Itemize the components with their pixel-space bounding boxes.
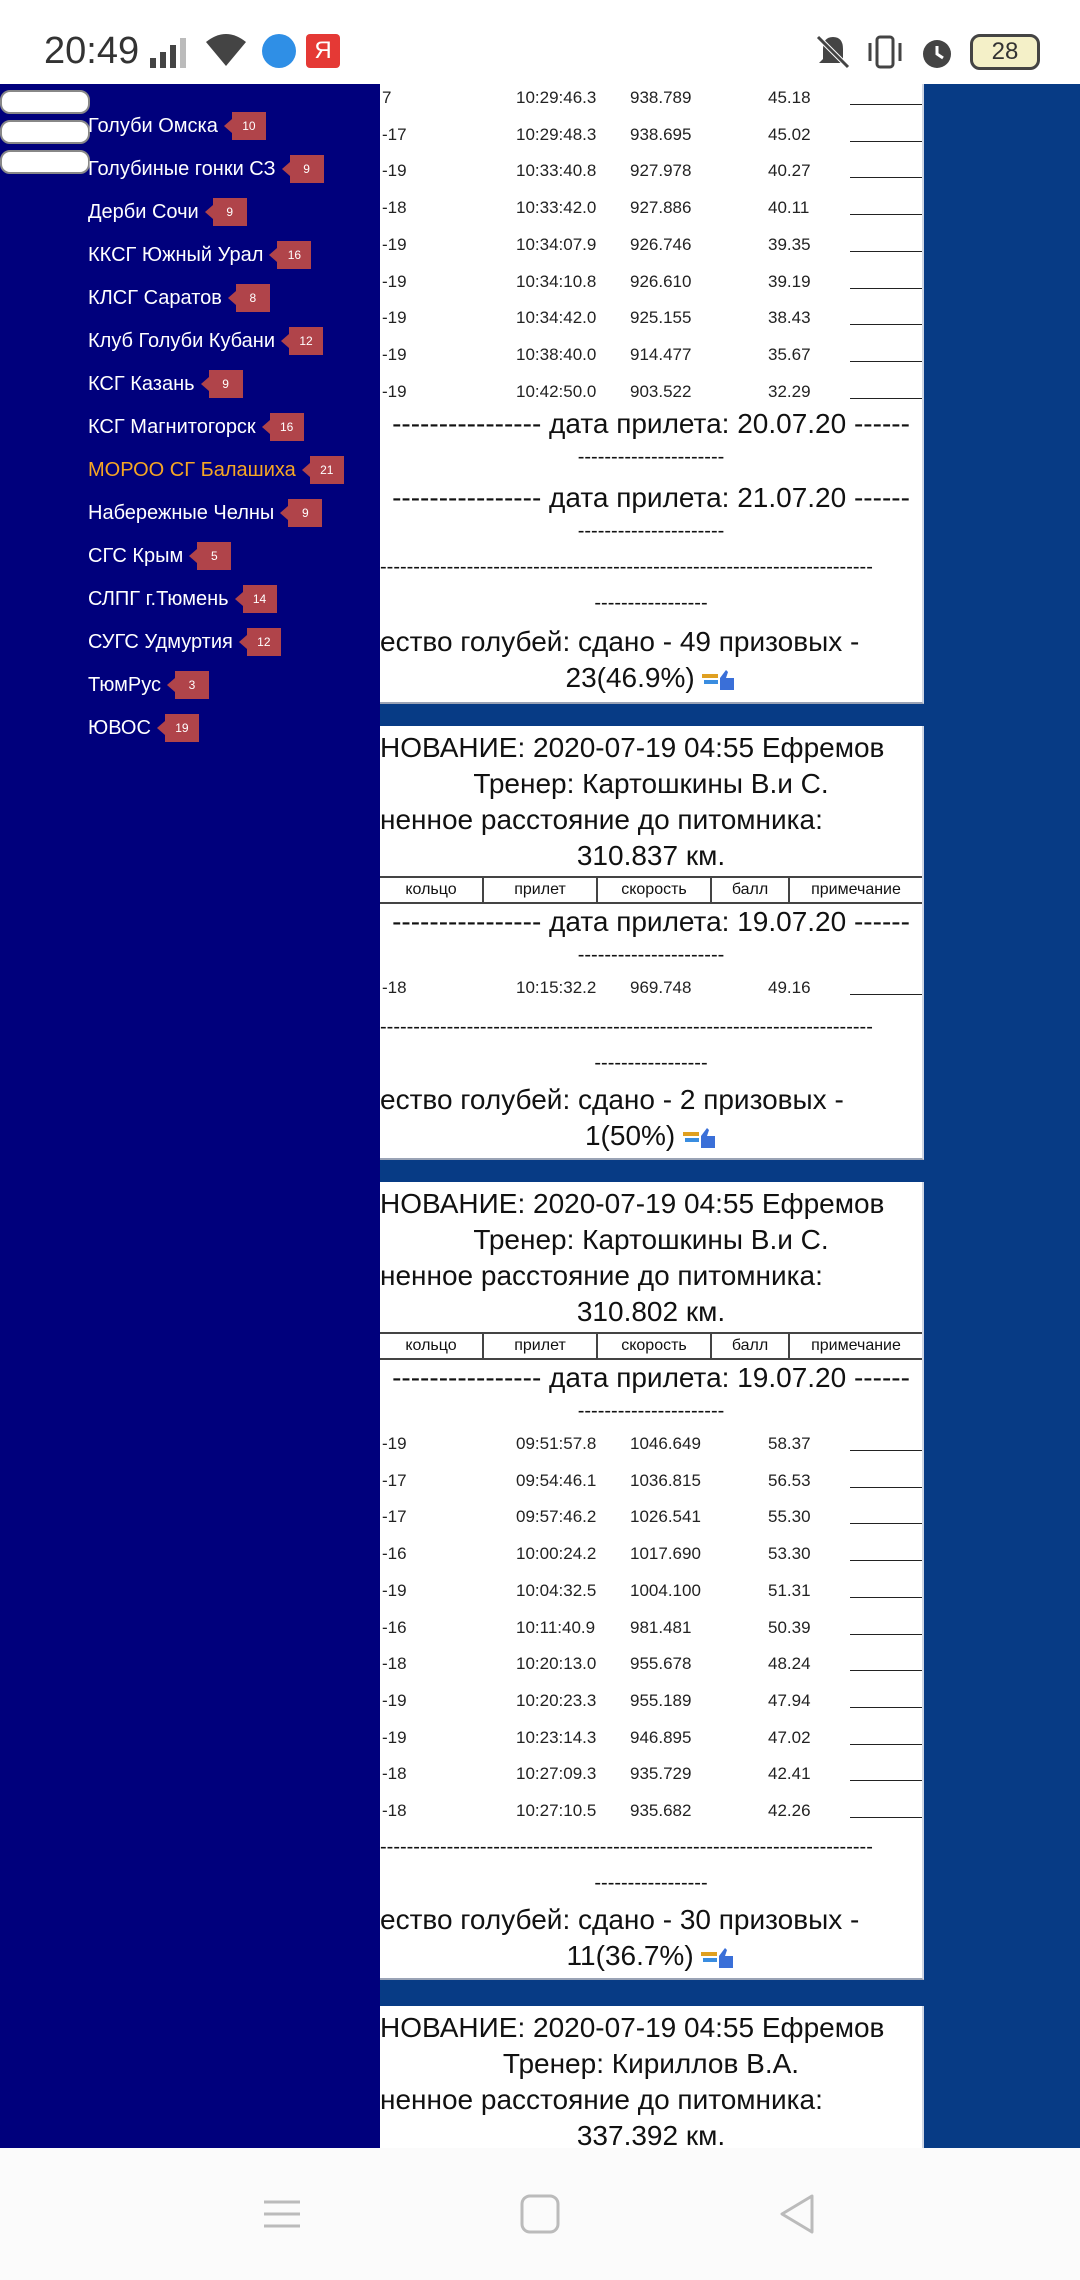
ring-number: -18	[382, 978, 407, 997]
count-badge: 16	[277, 241, 311, 269]
sidebar-item-label: Клуб Голуби Кубани	[88, 329, 276, 352]
table-row	[380, 1720, 922, 1756]
sidebar-item-label: ЮВОС	[88, 716, 151, 739]
count-badge: 9	[209, 370, 243, 398]
note-blank	[850, 235, 922, 252]
ball-value: 40.11	[768, 198, 810, 218]
ball-value: 39.35	[768, 234, 811, 254]
arrival-time: 10:20:23.3	[516, 1690, 597, 1710]
speed-value: 935.729	[630, 1764, 692, 1784]
count-badge: 5	[197, 542, 231, 570]
dash-line: ----------------------	[577, 1400, 725, 1422]
wifi-icon	[204, 32, 248, 68]
sidebar-menu	[0, 84, 380, 2148]
note-blank	[850, 1801, 922, 1818]
sidebar-item-label: Голуби Омска	[88, 114, 218, 137]
ball-value: 39.19	[768, 271, 811, 291]
header-ball: балл	[712, 878, 790, 902]
ring-number: -18	[382, 198, 407, 218]
header-arrival: прилет	[484, 1334, 598, 1358]
count-badge: 12	[289, 327, 323, 355]
header-arrival: прилет	[484, 878, 598, 902]
speed-value: 914.477	[630, 344, 692, 364]
table-row	[380, 153, 922, 189]
count-badge: 9	[290, 155, 324, 183]
table-row	[380, 1610, 922, 1646]
ball-value: 47.02	[768, 1727, 811, 1747]
arrival-time: 09:57:46.2	[516, 1507, 597, 1527]
speed-value: 925.155	[630, 308, 692, 328]
status-time: 20:49	[44, 30, 140, 72]
sidebar-item[interactable]	[88, 579, 277, 619]
count-badge: 21	[310, 456, 344, 484]
separator-line: --------------------------------------------------------------------------	[380, 1836, 873, 1858]
thumbs-up-icon	[683, 1126, 717, 1150]
count-badge: 16	[270, 413, 304, 441]
ball-value: 56.53	[768, 1470, 811, 1490]
ring-number: -17	[382, 1507, 407, 1527]
sidebar-item[interactable]	[88, 106, 266, 146]
table-row	[380, 1683, 922, 1719]
distance-label: ненное расстояние до питомника:	[380, 804, 823, 835]
sidebar-item-label: Набережные Челны	[88, 501, 275, 524]
sidebar-item-label: Дерби Сочи	[88, 200, 199, 223]
trainer-name: Тренер: Картошкины В.и С.	[473, 1224, 829, 1255]
table-header	[380, 876, 922, 904]
table-row	[380, 1499, 922, 1535]
drag-handle[interactable]	[0, 150, 90, 174]
note-blank	[850, 382, 922, 399]
drag-handle[interactable]	[0, 90, 90, 114]
trainer-name: Тренер: Картошкины В.и С.	[473, 768, 829, 799]
thumbs-up-icon	[701, 1946, 735, 1970]
arrival-time: 10:33:40.8	[516, 161, 597, 181]
count-badge: 14	[243, 585, 277, 613]
header-ring: кольцо	[380, 878, 484, 902]
table-row	[380, 1793, 922, 1829]
separator-line: -----------------	[594, 1052, 708, 1074]
arrival-time: 09:51:57.8	[516, 1434, 597, 1453]
sidebar-item[interactable]	[88, 407, 304, 447]
speed-value: 981.481	[630, 1617, 692, 1637]
dash-line: ----------------------	[577, 520, 725, 542]
table-row	[380, 227, 922, 263]
drag-handle[interactable]	[0, 120, 90, 144]
distance-value: 337.392 км.	[576, 2120, 726, 2148]
arrival-time: 10:27:10.5	[516, 1801, 597, 1820]
arrival-time: 10:29:48.3	[516, 124, 597, 144]
table-row	[380, 1756, 922, 1792]
competition-title: НОВАНИЕ: 2020-07-19 04:55 Ефремов	[380, 2012, 885, 2043]
summary-result	[380, 1940, 922, 1972]
sidebar-item[interactable]	[88, 622, 281, 662]
ring-number: -19	[382, 308, 407, 328]
sidebar-item[interactable]	[88, 149, 324, 189]
speed-value: 938.789	[630, 88, 692, 107]
arrival-time: 10:27:09.3	[516, 1764, 597, 1784]
count-badge: 9	[288, 499, 322, 527]
sidebar-item[interactable]	[88, 493, 322, 533]
note-blank	[850, 308, 922, 325]
summary-result	[380, 1120, 922, 1152]
arrival-time: 10:34:10.8	[516, 271, 597, 291]
speed-value: 955.189	[630, 1690, 692, 1710]
table-row	[380, 1646, 922, 1682]
arrival-date-line: ---------------- дата прилета: 19.07.20 ------	[392, 1362, 910, 1393]
header-speed: скорость	[598, 1334, 712, 1358]
status-bar	[0, 0, 1080, 84]
ring-number: -19	[382, 234, 407, 254]
table-row	[380, 337, 922, 373]
speed-value: 903.522	[630, 381, 692, 401]
note-blank	[850, 1728, 922, 1745]
ball-value: 45.18	[768, 88, 811, 107]
speed-value: 1046.649	[630, 1434, 701, 1453]
thumbs-up-icon	[702, 668, 736, 692]
summary-percent: 1(50%)	[584, 1120, 676, 1151]
speed-value: 926.746	[630, 234, 692, 254]
separator-line: --------------------------------------------------------------------------	[380, 556, 873, 578]
app-icon	[262, 34, 296, 68]
note-blank	[850, 1691, 922, 1708]
ball-value: 53.30	[768, 1544, 811, 1564]
ring-number: -18	[382, 1654, 407, 1674]
summary-text: ество голубей: сдано - 49 призовых -	[380, 626, 860, 657]
separator-line: --------------------------------------------------------------------------	[380, 1016, 873, 1038]
sidebar-item[interactable]	[88, 665, 209, 705]
speed-value: 927.886	[630, 198, 692, 218]
ball-value: 38.43	[768, 308, 811, 328]
mute-icon	[814, 33, 852, 71]
table-row	[380, 1536, 922, 1572]
arrival-time: 10:38:40.0	[516, 344, 597, 364]
table-row	[380, 970, 922, 1006]
table-row	[380, 374, 922, 410]
count-badge: 19	[165, 714, 199, 742]
table-row	[380, 1573, 922, 1609]
table-header	[380, 1332, 922, 1360]
arrival-time: 10:29:46.3	[516, 88, 597, 107]
distance-value: 310.802 км.	[576, 1296, 726, 1327]
note-blank	[850, 1654, 922, 1671]
ring-number: -19	[382, 1580, 407, 1600]
speed-value: 1004.100	[630, 1580, 701, 1600]
ring-number: -17	[382, 1470, 407, 1490]
arrival-time: 10:34:07.9	[516, 234, 597, 254]
header-ring: кольцо	[380, 1334, 484, 1358]
note-blank	[850, 978, 922, 995]
header-ball: балл	[712, 1334, 790, 1358]
results-panel-1	[380, 84, 924, 704]
speed-value: 1026.541	[630, 1507, 701, 1527]
sidebar-item-label: ККСГ Южный Урал	[88, 243, 264, 266]
arrival-date-line: ---------------- дата прилета: 21.07.20 ------	[392, 482, 910, 513]
ring-number: -19	[382, 381, 407, 401]
distance-label: ненное расстояние до питомника:	[380, 2084, 823, 2115]
speed-value: 926.610	[630, 271, 692, 291]
note-blank	[850, 1764, 922, 1781]
arrival-time: 10:33:42.0	[516, 198, 597, 218]
sidebar-item[interactable]	[88, 192, 247, 232]
sidebar-item[interactable]	[88, 321, 323, 361]
sidebar-item-label: СЛПГ г.Тюмень	[88, 587, 229, 610]
note-blank	[850, 1471, 922, 1488]
ball-value: 49.16	[768, 978, 811, 997]
ball-value: 40.27	[768, 161, 811, 181]
ring-number: -18	[382, 1801, 407, 1820]
signal-icon	[148, 36, 190, 68]
summary-result	[380, 662, 922, 694]
count-badge: 9	[213, 198, 247, 226]
ring-number: 7	[382, 88, 392, 107]
arrival-time: 10:42:50.0	[516, 381, 597, 401]
sidebar-item[interactable]	[88, 364, 243, 404]
summary-text: ество голубей: сдано - 30 призовых -	[380, 1904, 860, 1935]
speed-value: 969.748	[630, 978, 692, 997]
ring-number: -19	[382, 1434, 407, 1453]
distance-value: 310.837 км.	[576, 840, 726, 871]
arrival-time: 09:54:46.1	[516, 1470, 597, 1490]
separator-line: -----------------	[594, 592, 708, 614]
count-badge: 3	[175, 671, 209, 699]
count-badge: 8	[236, 284, 270, 312]
note-blank	[850, 1507, 922, 1524]
sidebar-item[interactable]	[88, 708, 199, 748]
note-blank	[850, 125, 922, 142]
battery-icon: 28	[970, 34, 1040, 70]
arrival-time: 10:11:40.9	[516, 1617, 596, 1637]
summary-percent: 11(36.7%)	[566, 1940, 694, 1971]
sidebar-item-label: СГС Крым	[88, 544, 184, 567]
table-row	[380, 1463, 922, 1499]
alarm-icon	[918, 33, 956, 71]
summary-percent: 23(46.9%)	[565, 662, 695, 693]
arrival-time: 10:04:32.5	[516, 1580, 597, 1600]
ball-value: 48.24	[768, 1654, 811, 1674]
competition-title: НОВАНИЕ: 2020-07-19 04:55 Ефремов	[380, 1188, 885, 1219]
speed-value: 1036.815	[630, 1470, 701, 1490]
results-panel-4	[380, 2006, 924, 2148]
sidebar-item-label: КСГ Казань	[88, 372, 195, 395]
speed-value: 938.695	[630, 124, 692, 144]
table-row	[380, 1426, 922, 1462]
sidebar-item[interactable]	[88, 235, 311, 275]
sidebar-item-label: КЛСГ Саратов	[88, 286, 222, 309]
ball-value: 51.31	[768, 1580, 811, 1600]
arrival-time: 10:34:42.0	[516, 308, 597, 328]
table-row	[380, 190, 922, 226]
sidebar-item-label: СУГС Удмуртия	[88, 630, 233, 653]
back-icon[interactable]	[768, 2188, 828, 2240]
ring-number: -19	[382, 344, 407, 364]
arrival-date-line: ---------------- дата прилета: 20.07.20 ------	[392, 408, 910, 439]
vibrate-icon	[866, 33, 904, 71]
sidebar-item-label: Голубиные гонки СЗ	[88, 157, 276, 180]
note-blank	[850, 1618, 922, 1635]
speed-value: 955.678	[630, 1654, 692, 1674]
note-blank	[850, 198, 922, 215]
arrival-time: 10:00:24.2	[516, 1544, 597, 1564]
ball-value: 32.29	[768, 381, 811, 401]
table-row	[380, 300, 922, 336]
ball-value: 50.39	[768, 1617, 811, 1637]
table-row	[380, 117, 922, 153]
speed-value: 927.978	[630, 161, 692, 181]
sidebar-item[interactable]	[88, 278, 270, 318]
summary-text: ество голубей: сдано - 2 призовых -	[380, 1084, 844, 1115]
arrival-time: 10:20:13.0	[516, 1654, 597, 1674]
note-blank	[850, 272, 922, 289]
header-note: примечание	[811, 881, 901, 898]
note-blank	[850, 1544, 922, 1561]
ring-number: -18	[382, 1764, 407, 1784]
ball-value: 55.30	[768, 1507, 811, 1527]
count-badge: 10	[232, 112, 266, 140]
ball-value: 42.26	[768, 1801, 811, 1820]
header-note: примечание	[811, 1337, 901, 1354]
arrival-time: 10:23:14.3	[516, 1727, 597, 1747]
system-navigation-bar	[0, 2148, 1080, 2280]
ball-value: 45.02	[768, 124, 811, 144]
sidebar-item[interactable]	[88, 536, 231, 576]
dash-line: ----------------------	[577, 944, 725, 966]
note-blank	[850, 1434, 922, 1451]
note-blank	[850, 345, 922, 362]
dash-line: ----------------------	[577, 446, 725, 468]
home-icon[interactable]	[510, 2188, 570, 2240]
sidebar-item-label: МОРОО СГ Балашиха	[88, 458, 296, 481]
ring-number: -19	[382, 271, 407, 291]
header-speed: скорость	[598, 878, 712, 902]
ring-number: -17	[382, 124, 407, 144]
arrival-date-line: ---------------- дата прилета: 19.07.20 ------	[392, 906, 910, 937]
distance-label: ненное расстояние до питомника:	[380, 1260, 823, 1291]
speed-value: 1017.690	[630, 1544, 701, 1564]
table-row	[380, 264, 922, 300]
competition-title: НОВАНИЕ: 2020-07-19 04:55 Ефремов	[380, 732, 885, 763]
speed-value: 946.895	[630, 1727, 692, 1747]
trainer-name: Тренер: Кириллов В.А.	[502, 2048, 800, 2079]
yandex-icon: Я	[306, 34, 340, 68]
note-blank	[850, 161, 922, 178]
ring-number: -16	[382, 1544, 407, 1564]
ring-number: -19	[382, 161, 407, 181]
ring-number: -16	[382, 1617, 407, 1637]
ball-value: 42.41	[768, 1764, 811, 1784]
menu-icon[interactable]	[252, 2188, 312, 2240]
ball-value: 47.94	[768, 1690, 811, 1710]
sidebar-item-label: ТюмРус	[88, 673, 161, 696]
ring-number: -19	[382, 1690, 407, 1710]
sidebar-item[interactable]	[88, 450, 344, 490]
results-panel-2	[380, 726, 924, 1160]
table-row	[380, 84, 922, 116]
count-badge: 12	[247, 628, 281, 656]
ball-value: 58.37	[768, 1434, 811, 1453]
ring-number: -19	[382, 1727, 407, 1747]
speed-value: 935.682	[630, 1801, 692, 1820]
arrival-time: 10:15:32.2	[516, 978, 597, 997]
note-blank	[850, 88, 922, 105]
separator-line: -----------------	[594, 1872, 708, 1894]
sidebar-item-label: КСГ Магнитогорск	[88, 415, 256, 438]
note-blank	[850, 1581, 922, 1598]
ball-value: 35.67	[768, 344, 811, 364]
results-panel-3	[380, 1182, 924, 1980]
